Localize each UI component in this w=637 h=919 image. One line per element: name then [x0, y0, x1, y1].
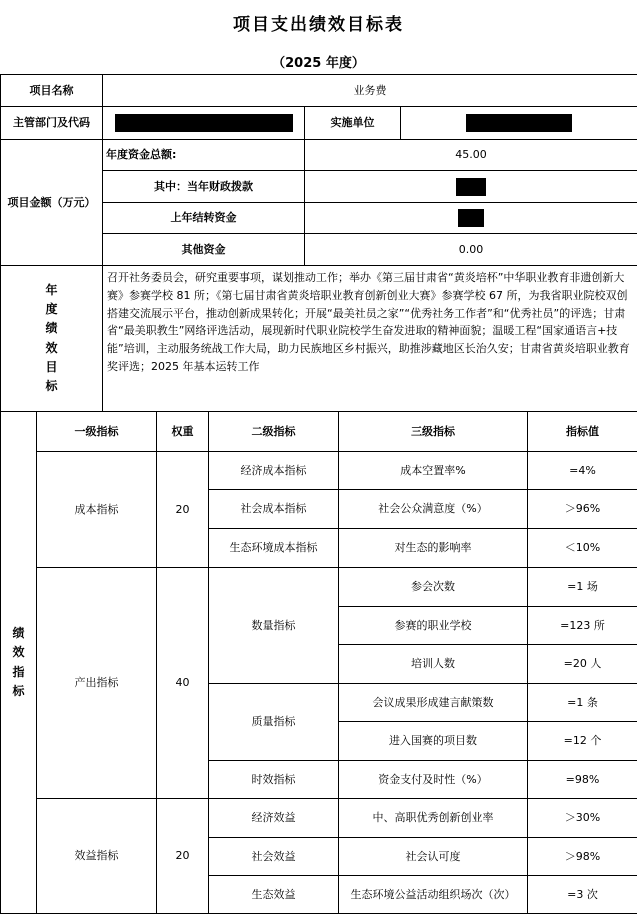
level3-cell: 对生态的影响率 [339, 529, 528, 568]
quantity-indicator: 数量指标 [209, 568, 339, 684]
level3-cell: 社会认可度 [339, 838, 528, 876]
level3-cell: 参会次数 [339, 568, 528, 607]
value-cell: =12 个 [528, 722, 637, 761]
redacted-block [456, 178, 486, 196]
other-funds-value: 0.00 [305, 234, 637, 266]
benefit-weight: 20 [157, 799, 209, 914]
carryover-funds-label: 上年结转资金 [103, 203, 305, 234]
value-cell: ＞96% [528, 490, 637, 529]
value-cell: ＞30% [528, 799, 637, 838]
value-cell: ＜10% [528, 529, 637, 568]
total-funds-label: 年度资金总额: [103, 140, 305, 171]
level3-cell: 培训人数 [339, 645, 528, 684]
project-name-label: 项目名称 [1, 75, 103, 107]
level3-cell: 参赛的职业学校 [339, 607, 528, 645]
cost-weight: 20 [157, 452, 209, 568]
level2-cell: 经济成本指标 [209, 452, 339, 490]
output-indicator: 产出指标 [37, 568, 157, 799]
impl-unit-value [401, 107, 637, 140]
table-row [1, 452, 637, 490]
annual-goal-text: 召开社务委员会，研究重要事项，谋划推动工作；举办《第三届甘肃省“黄炎培杯”中华职业教育非遗创新大赛》参赛学校 81 所；《第七届甘肃省黄炎培职业教育创新创业大赛》参赛学校 67 所，为我省职业院校双创搭建交流展示平台，推动创新成果转化；开展“最美社员之家”“优秀社务工作者”和“优秀社员”的评选；甘肃省“最美职教生”网络评选活动，展现新时代职业院校学生奋发进取的精神面貌；温暖工程“国家通语言+技能”培训，主动服务统战工作大局，助力民族地区乡村振兴，助推涉藏地区长治久安；甘肃省黄炎培职业教育奖评选；2025 年基本运转工作 [103, 266, 637, 412]
dept-code-label: 主管部门及代码 [1, 107, 103, 140]
level3-cell: 进入国赛的项目数 [339, 722, 528, 761]
annual-goal-label: 年 度 绩 效 目 标 [1, 266, 103, 412]
value-cell: =98% [528, 761, 637, 799]
redacted-block [115, 114, 293, 132]
redacted-block [466, 114, 572, 132]
table-row [1, 799, 637, 838]
value-cell: =123 所 [528, 607, 637, 645]
header-weight: 权重 [157, 412, 209, 452]
level2-cell: 社会成本指标 [209, 490, 339, 529]
value-cell: =1 条 [528, 684, 637, 722]
header-level1: 一级指标 [37, 412, 157, 452]
value-cell: =4% [528, 452, 637, 490]
carryover-funds-value [305, 203, 637, 234]
level3-cell: 成本空置率% [339, 452, 528, 490]
header-level2: 二级指标 [209, 412, 339, 452]
quality-indicator: 质量指标 [209, 684, 339, 761]
level3-cell: 生态环境公益活动组织场次（次） [339, 876, 528, 914]
benefit-indicator: 效益指标 [37, 799, 157, 914]
timeliness-indicator: 时效指标 [209, 761, 339, 799]
total-funds-value: 45.00 [305, 140, 637, 171]
cost-indicator: 成本指标 [37, 452, 157, 568]
project-name-value: 业务费 [103, 75, 637, 107]
fiscal-year: （2025 年度） [272, 56, 365, 71]
header-value: 指标值 [528, 412, 637, 452]
level2-cell: 社会效益 [209, 838, 339, 876]
header-level3: 三级指标 [339, 412, 528, 452]
fiscal-appropriation-label: 其中：当年财政拨款 [103, 171, 305, 203]
fiscal-appropriation-value [305, 171, 637, 203]
level3-cell: 资金支付及时性（%） [339, 761, 528, 799]
other-funds-label: 其他资金 [103, 234, 305, 266]
impl-unit-label: 实施单位 [305, 107, 401, 140]
indicators-label: 绩 效 指 标 [1, 412, 37, 914]
project-amount-label: 项目金额（万元） [1, 140, 103, 266]
redacted-block [458, 209, 484, 227]
value-cell: ＞98% [528, 838, 637, 876]
value-cell: =3 次 [528, 876, 637, 914]
level2-cell: 经济效益 [209, 799, 339, 838]
level3-cell: 中、高职优秀创新创业率 [339, 799, 528, 838]
table-row [1, 568, 637, 607]
level2-cell: 生态环境成本指标 [209, 529, 339, 568]
value-cell: =1 场 [528, 568, 637, 607]
level3-cell: 会议成果形成建言献策数 [339, 684, 528, 722]
level2-cell: 生态效益 [209, 876, 339, 914]
dept-code-value [103, 107, 305, 140]
project-info-table [0, 74, 637, 412]
output-weight: 40 [157, 568, 209, 799]
performance-indicators-table [0, 411, 637, 914]
page-title: 项目支出绩效目标表 [233, 15, 404, 35]
level3-cell: 社会公众满意度（%） [339, 490, 528, 529]
value-cell: =20 人 [528, 645, 637, 684]
